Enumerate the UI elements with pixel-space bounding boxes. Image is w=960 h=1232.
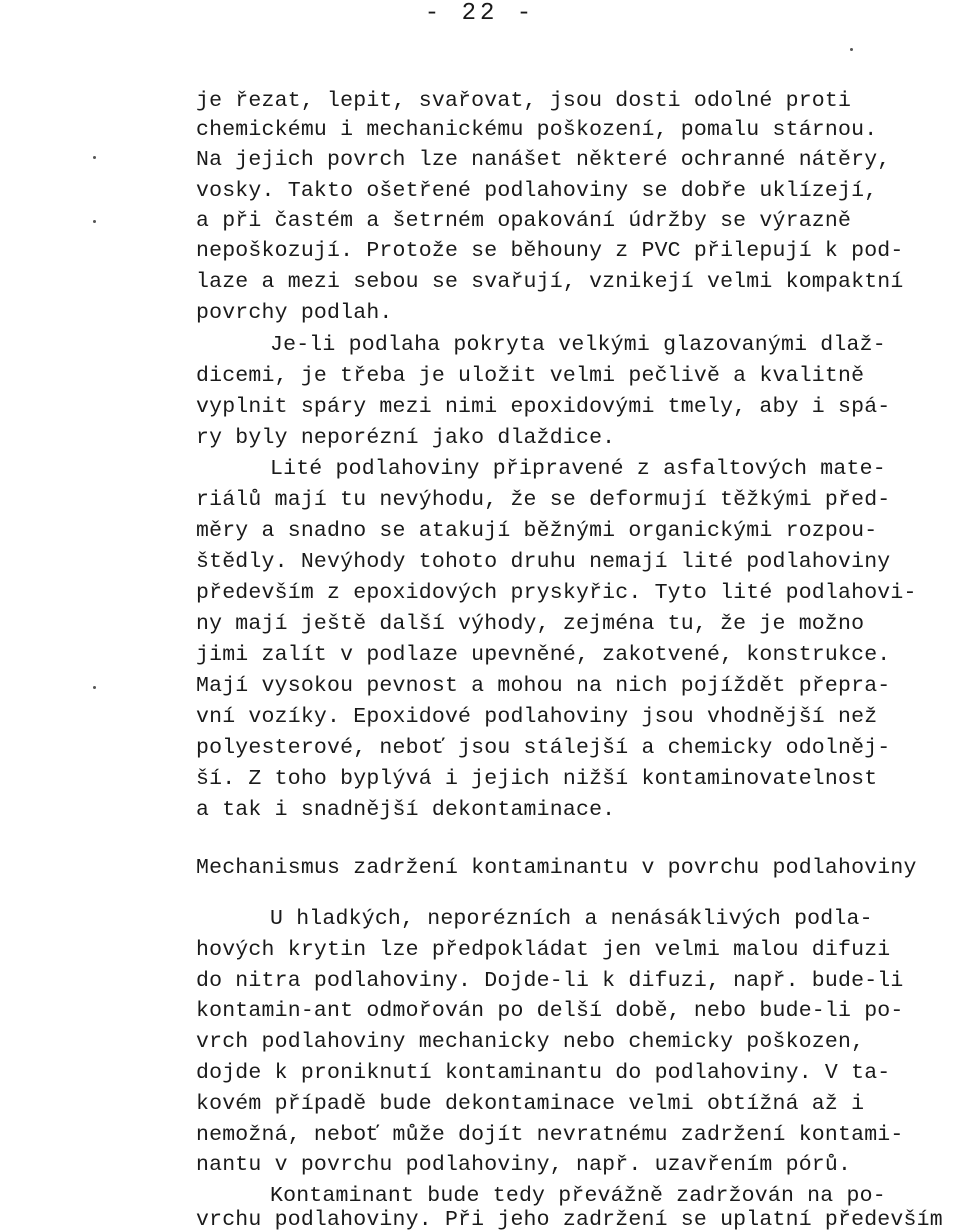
text-line: polyesterové, neboť jsou stálejší a chemicky odolněj- — [196, 736, 891, 760]
text-line: nemožná, neboť může dojít nevratnému zadržení kontami- — [196, 1123, 904, 1147]
page-number: - 22 - — [424, 0, 536, 27]
scan-speck — [93, 220, 96, 223]
text-line: dicemi, je třeba je uložit velmi pečlivě a kvalitně — [196, 364, 865, 388]
text-line: štědly. Nevýhody tohoto druhu nemají lité podlahoviny — [196, 550, 891, 574]
text-line: povrchy podlah. — [196, 301, 393, 325]
text-line: ry byly neporézní jako dlaždice. — [196, 426, 616, 450]
text-line: chemickému i mechanickému poškození, pomalu stárnou. — [196, 118, 878, 142]
text-line: Kontaminant bude tedy převážně zadržován na po- — [270, 1184, 886, 1208]
text-line: vrchu podlahoviny. Při jeho zadržení se uplatní především — [196, 1208, 943, 1232]
text-line: je řezat, lepit, svařovat, jsou dosti odolné proti — [196, 89, 852, 113]
scan-speck — [93, 156, 96, 159]
text-line: dojde k proniknutí kontaminantu do podlahoviny. V ta- — [196, 1061, 891, 1085]
text-line: Mají vysokou pevnost a mohou na nich pojíždět přepra- — [196, 674, 891, 698]
text-line: vrch podlahoviny mechanicky nebo chemicky poškozen, — [196, 1030, 865, 1054]
text-line: riálů mají tu nevýhodu, že se deformují těžkými před- — [196, 488, 891, 512]
text-line: nepoškozují. Protože se běhouny z PVC přilepují k pod- — [196, 239, 904, 263]
text-line: vní vozíky. Epoxidové podlahoviny jsou vhodnější než — [196, 705, 878, 729]
text-line: hových krytin lze předpokládat jen velmi malou difuzi — [196, 938, 891, 962]
text-line: Na jejich povrch lze nanášet některé ochranné nátěry, — [196, 148, 891, 172]
text-line: U hladkých, neporézních a nenásáklivých podla- — [270, 907, 873, 931]
text-line: kovém případě bude dekontaminace velmi obtížná až i — [196, 1092, 865, 1116]
text-line: nantu v povrchu podlahoviny, např. uzavřením pórů. — [196, 1153, 852, 1177]
text-line: jimi zalít v podlaze upevněné, zakotvené, konstrukce. — [196, 643, 891, 667]
text-line: ny mají ještě další výhody, zejména tu, že je možno — [196, 612, 865, 636]
section-heading: Mechanismus zadržení kontaminantu v povrchu podlahoviny — [196, 856, 917, 880]
text-line: měry a snadno se atakují běžnými organickými rozpou- — [196, 519, 878, 543]
text-line: vosky. Takto ošetřené podlahoviny se dobře uklízejí, — [196, 179, 878, 203]
text-line: a při častém a šetrném opakování údržby se výrazně — [196, 209, 852, 233]
scan-speck — [93, 686, 96, 689]
scan-speck — [850, 48, 853, 51]
text-line: do nitra podlahoviny. Dojde-li k difuzi, např. bude-li — [196, 969, 904, 993]
text-line: kontamin-ant odmořován po delší době, nebo bude-li po- — [196, 999, 904, 1023]
text-line: Lité podlahoviny připravené z asfaltových mate- — [270, 457, 886, 481]
text-line: vyplnit spáry mezi nimi epoxidovými tmely, aby i spá- — [196, 395, 891, 419]
text-line: ší. Z toho byplývá i jejich nižší kontaminovatelnost — [196, 767, 878, 791]
text-line: Je-li podlaha pokryta velkými glazovanými dlaž- — [270, 333, 886, 357]
text-line: především z epoxidových pryskyřic. Tyto lité podlahovi- — [196, 581, 917, 605]
text-line: a tak i snadnější dekontaminace. — [196, 798, 616, 822]
text-line: laze a mezi sebou se svařují, vznikejí velmi kompaktní — [196, 270, 904, 294]
